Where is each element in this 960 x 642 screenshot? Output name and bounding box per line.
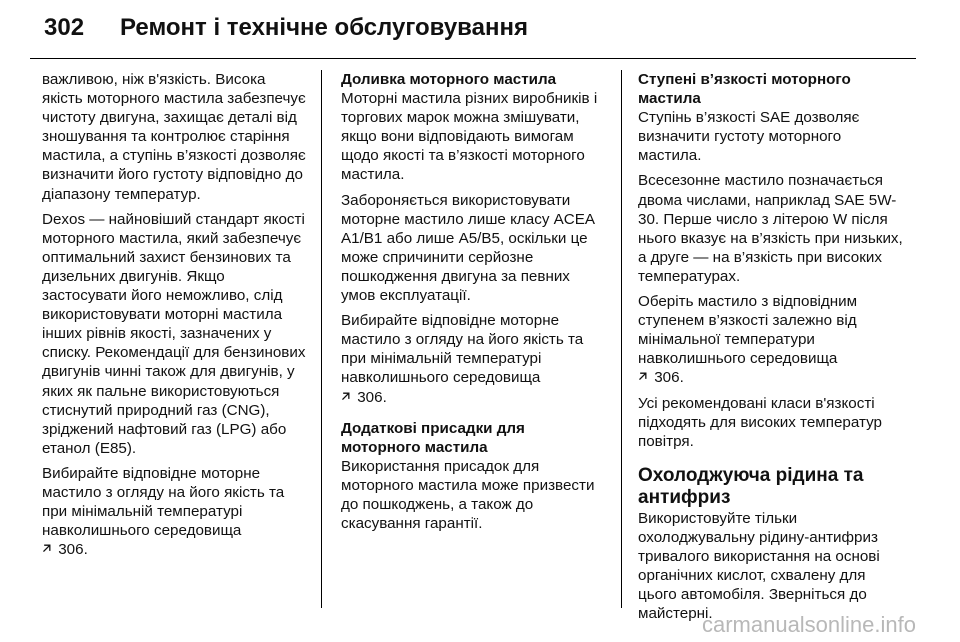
- paragraph: Моторні мастила різних виробників і торгових марок можна змішувати, якщо вони відповідають вимогам щодо якості та в’язкості моторного мастила.: [341, 90, 598, 184]
- reference-arrow-icon: [638, 368, 648, 387]
- section-heading: Додаткові присадки для моторного мастила: [341, 419, 525, 456]
- page-reference-link[interactable]: 306.: [654, 369, 684, 387]
- page-title: Ремонт і технічне обслуговування: [120, 14, 528, 41]
- section-heading: Доливка моторного мастила: [341, 71, 557, 88]
- column-3: [638, 70, 906, 629]
- header-rule: [30, 58, 916, 59]
- section-heading: Ступені в’язкості моторного мастила: [638, 71, 851, 108]
- watermark: carmanualsonline.info: [701, 612, 916, 637]
- column-1: [42, 70, 310, 565]
- paragraph: Усі рекомендовані класи в'язкості підходять для високих температур повітря.: [638, 394, 882, 450]
- paragraph-text: Вибирайте відповідне моторне мастило з огляду на його якість та при мінімальній температурі навколишнього середовища: [42, 464, 285, 540]
- page-reference-link[interactable]: 306.: [357, 388, 387, 406]
- paragraph-text: Оберіть мастило з відповідним ступенем в’язкості залежно від мінімальної температури навколишнього середовища: [638, 293, 858, 368]
- column-2: [341, 70, 606, 539]
- paragraph: Всесезонне мастило позначається двома числами, наприклад SAE 5W-30. Перше число з літерою W після нього вказує на в’язкість при низьких, а друге — на в’язкість при високих температурах.: [638, 172, 903, 285]
- column-divider: [621, 70, 622, 608]
- reference-arrow-icon: [341, 388, 351, 407]
- page-number: 302: [44, 14, 85, 41]
- reference-arrow-icon: [42, 540, 52, 559]
- paragraph: Використання присадок для моторного мастила може призвести до пошкоджень, а також до скасування гарантії.: [341, 457, 595, 533]
- column-divider: [321, 70, 322, 608]
- paragraph: Забороняється використовувати моторне мастило лише класу ACEA A1/B1 або лише A5/B5, оскільки це може спричинити серйозне пошкодження двигуна за певних умов експлуатації.: [341, 191, 595, 305]
- paragraph: Ступінь в’язкості SAE дозволяє визначити густоту моторного мастила.: [638, 109, 860, 165]
- page-reference-link[interactable]: 306.: [58, 541, 88, 559]
- paragraph: [42, 464, 310, 559]
- paragraph: [341, 311, 606, 406]
- paragraph-text: Вибирайте відповідне моторне мастило з огляду на його якість та при мінімальній температурі навколишнього середовища: [341, 312, 584, 387]
- page-header: [44, 14, 528, 42]
- paragraph: Використовуйте тільки охолоджувальну рідину-антифриз тривалого використання на основі органічних кислот, схвалену для цього автомобіля. Зверніться до майстерні.: [638, 509, 880, 623]
- paragraph: Dexos — найновіший стандарт якості моторного мастила, який забезпечує оптимальний захист бензинових та дизельних двигунів. Якщо застосувати його неможливо, слід використовувати моторні мастила інших рівнів якості, зазначених у списку. Рекомендації для бензинових двигунів чинні також для двигунів, у яких як пальне використовуються стиснутий природний газ (CNG), зріджений нафтовий газ (LPG) або етанол (E85).: [42, 210, 306, 457]
- paragraph: важливою, ніж в'язкість. Висока якість моторного мастила забезпечує чистоту двигуна, захищає деталі від зношування та контролює старіння мастила, а ступінь в’язкості дозволяє визначити його густоту відповідно до діапазону температур.: [42, 71, 306, 203]
- paragraph: [638, 292, 906, 387]
- major-section-heading: Охолоджуюча рідина та антифриз: [638, 464, 864, 508]
